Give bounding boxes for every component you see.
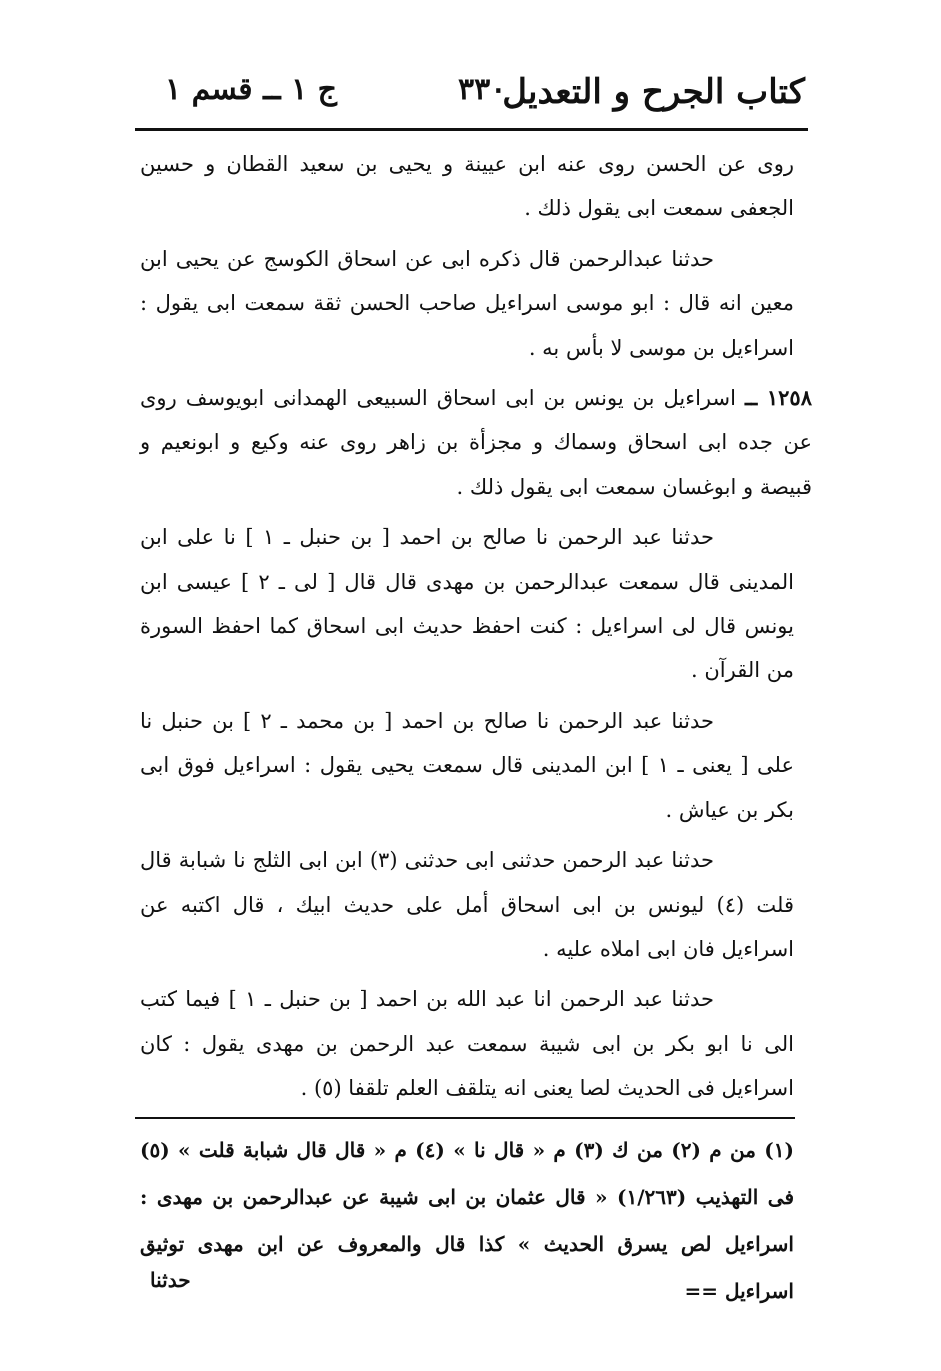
- footnote-divider: [135, 1117, 795, 1119]
- volume-label: ج ١ ــ قسم ١: [165, 72, 338, 107]
- paragraph-5: حدثنا عبد الرحمن نا صالح بن احمد [ بن محمد ـ ٢ ] بن حنبل نا على [ يعنى ـ ١ ] ابن المدينى قال سمعت يحيى يقول : اسراءيل فوق ابى بكر بن عياش .: [140, 708, 794, 822]
- footnotes: [140, 1127, 794, 1315]
- page-header: [140, 72, 805, 122]
- page-number: ٣٣٠: [458, 72, 507, 107]
- entry-text: اسراءيل بن يونس بن ابى اسحاق السبيعى الهمدانى ابويوسف روى عن جده ابى اسحاق وسماك و مجزأة بن زاهر روى عنه وكيع و ابونعيم و قبيصة و ابوغسان سمعت ابى يقول ذلك .: [140, 386, 812, 499]
- main-text: [140, 142, 812, 1117]
- paragraph-1: روى عن الحسن روى عنه ابن عيينة و يحيى بن سعيد القطان و حسين الجعفى سمعت ابى يقول ذلك .: [140, 152, 794, 221]
- entry-paragraph: [140, 376, 812, 509]
- book-title: كتاب الجرح و التعديل: [502, 72, 805, 112]
- paragraph-4: حدثنا عبد الرحمن نا صالح بن احمد [ بن حنبل ـ ١ ] نا على ابن المدينى قال سمعت عبدالرحمن بن مهدى قال قال [ لى ـ ٢ ] عيسى ابن يونس قال لى اسراءيل : كنت احفظ حديث ابى اسحاق كما احفظ السورة من القرآن .: [140, 525, 794, 683]
- entry-number: ١٢٥٨ ــ: [744, 385, 812, 411]
- paragraph-6: حدثنا عبد الرحمن حدثنى ابى حدثنى (٣) ابن ابى الثلج نا شبابة قال قلت (٤) ليونس بن ابى اسحاق أمل على حديث ابيك ، قال اكتبه عن اسراءيل فان ابى املاه عليه .: [140, 848, 794, 961]
- header-divider: [135, 128, 808, 131]
- paragraph-2: حدثنا عبدالرحمن قال ذكره ابى عن اسحاق الكوسج عن يحيى ابن معين انه قال : ابو موسى اسراءيل صاحب الحسن ثقة سمعت ابى يقول : اسراءيل بن موسى لا بأس به .: [140, 246, 794, 360]
- paragraph-7: حدثنا عبد الرحمن انا عبد الله بن احمد [ بن حنبل ـ ١ ] فيما كتب الى نا ابو بكر بن ابى شيبة سمعت عبد الرحمن بن مهدى يقول : كان اسراءيل فى الحديث لصا يعنى انه يتلقف العلم تلقفا (٥) .: [140, 987, 794, 1101]
- catchword: حدثنا: [150, 1268, 191, 1292]
- footnote-text: (١) من م (٢) من ك (٣) م « قال نا » (٤) م « قال قال شبابة قلت » (٥) فى التهذيب (١/٢٦٣) « قال عثمان بن ابى شيبة عن عبدالرحمن بن مهدى : اسراءيل لص يسرق الحديث » كذا قال والمعروف عن ابن مهدى توثيق اسراءيل ==: [140, 1138, 795, 1303]
